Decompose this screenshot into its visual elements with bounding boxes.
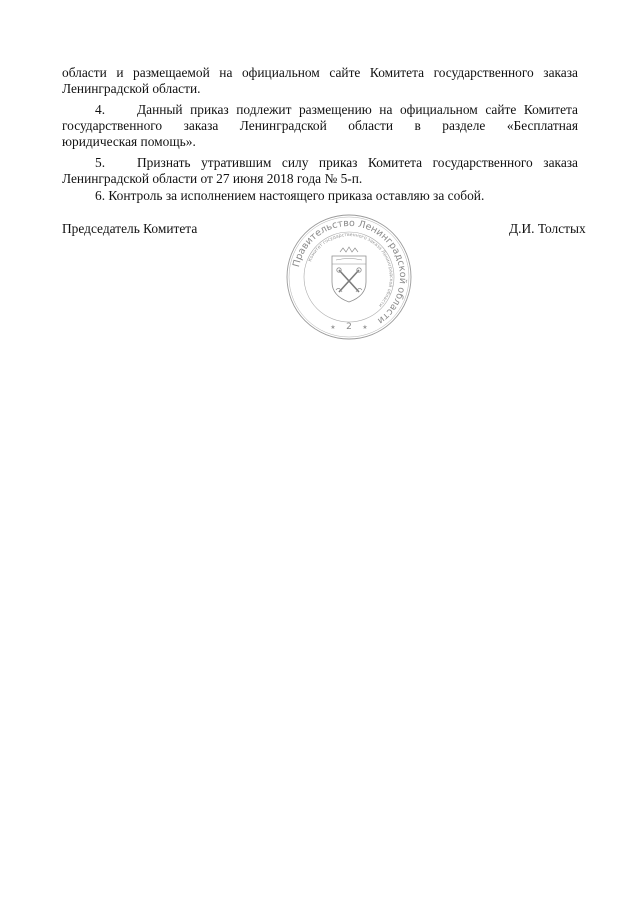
paragraph-4-number: 4. — [95, 102, 106, 117]
paragraph-5-line-1-text: Признать утратившим силу приказ Комитета государственного заказа — [137, 155, 578, 170]
paragraph-4-line-3: юридическая помощь». — [62, 134, 196, 149]
paragraph-3-tail-line-1: области и размещаемой на официальном сайте Комитета государственного заказа — [62, 65, 578, 80]
signatory-name: Д.И. Толстых — [509, 221, 586, 236]
seal-inner-text: Комитет государственного заказа Ленинградской области — [308, 232, 394, 308]
paragraph-6: 6. Контроль за исполнением настоящего приказа оставляю за собой. — [95, 188, 485, 203]
seal-star-left-icon: ★ — [330, 324, 336, 331]
paragraph-5-line-1 — [62, 155, 578, 171]
seal-outer-text: Правительство Ленинградской области — [291, 217, 409, 327]
paragraph-3-tail-line-2: Ленинградской области. — [62, 81, 201, 96]
official-seal — [284, 212, 414, 342]
paragraph-4-line-1-text: Данный приказ подлежит размещению на официальном сайте Комитета — [137, 102, 578, 117]
seal-inner-ring — [304, 232, 394, 322]
paragraph-4-line-2: государственного заказа Ленинградской области в разделе «Бесплатная — [62, 118, 578, 133]
paragraph-5-number: 5. — [95, 155, 106, 170]
paragraph-5-line-2: Ленинградской области от 27 июня 2018 года № 5-п. — [62, 171, 363, 186]
seal-coat-of-arms-icon — [332, 247, 366, 302]
signatory-position: Председатель Комитета — [62, 221, 198, 236]
paragraph-4-line-1 — [62, 102, 578, 118]
seal-star-right-icon: ★ — [362, 324, 368, 331]
seal-number: 2 — [346, 322, 352, 332]
